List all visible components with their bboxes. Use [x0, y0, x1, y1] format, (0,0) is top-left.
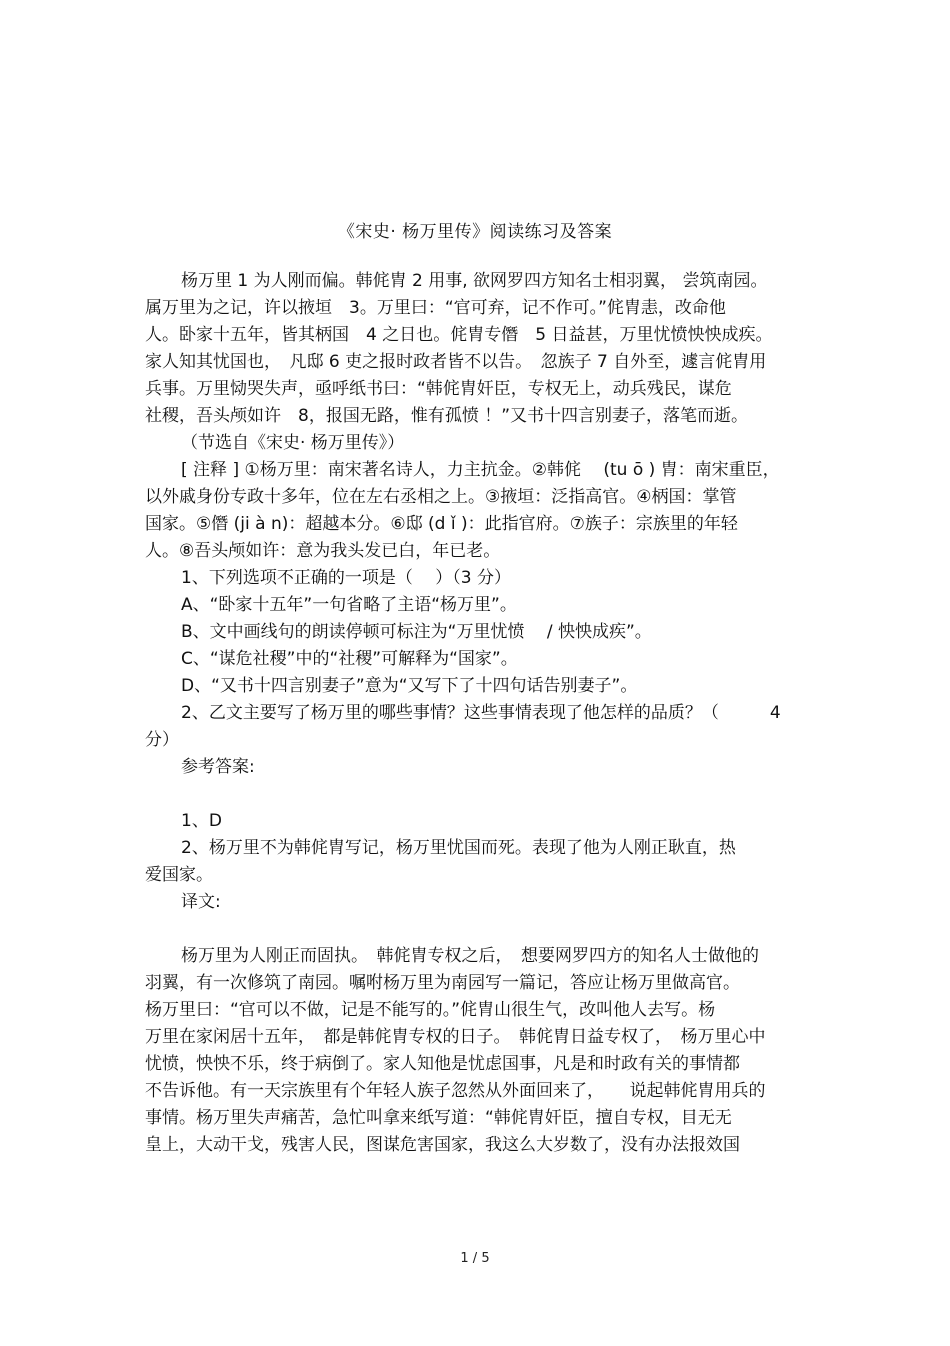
passage-line: 家人知其忧国也， 凡邸 6 吏之报时政者皆不以告。 忽族子 7 自外至，遽言侂胄用: [145, 352, 767, 372]
question-1-stem: 1、下列选项不正确的一项是（ ）（3 分）: [181, 568, 511, 588]
translation-line: 事情。杨万里失声痛苦，急忙叫拿来纸写道：“韩侂胄奸臣，擅自专权，目无无: [145, 1108, 732, 1128]
question-2-line: 分）: [145, 730, 179, 750]
translation-line: 杨万里曰：“官可以不做，记是不能写的。”侂胄山很生气，改叫他人去写。杨: [145, 1000, 716, 1020]
passage-line: 杨万里 1 为人刚而偏。韩侂胄 2 用事, 欲网罗四方知名士相羽翼， 尝筑南园。: [181, 271, 768, 291]
notes-line: [ 注释 ] ①杨万里：南宋著名诗人，力主抗金。②韩侂 (tu ō ) 胄：南宋重臣，: [181, 460, 780, 480]
notes-line: 以外戚身份专政十多年，位在左右丞相之上。③掖垣：泛指高官。④柄国：掌管: [145, 487, 737, 507]
translation-line: 杨万里为人刚正而固执。 韩侂胄专权之后， 想要网罗四方的知名人士做他的: [181, 946, 759, 966]
translation-line: 不告诉他。有一天宗族里有个年轻人族子忽然从外面回来了， 说起韩侂胄用兵的: [145, 1081, 766, 1101]
passage-line: 社稷，吾头颅如许 8，报国无路，惟有孤愤 ！”又书十四言别妻子，落笔而逝。: [145, 406, 749, 426]
answer-2-line: 2、杨万里不为韩侂胄写记，杨万里忧国而死。表现了他为人刚正耿直，热: [181, 838, 736, 858]
translation-line: 羽翼，有一次修筑了南园。嘱咐杨万里为南园写一篇记，答应让杨万里做高官。: [145, 973, 740, 993]
translation-line: 皇上，大动干戈，残害人民，图谋危害国家，我这么大岁数了，没有办法报效国: [145, 1135, 740, 1155]
translation-line: 忧愤，怏怏不乐，终于病倒了。家人知他是忧虑国事，凡是和时政有关的事情都: [145, 1054, 740, 1074]
document-body: [145, 268, 810, 1159]
question-1-option-d: D、“又书十四言别妻子”意为“又写下了十四句话告别妻子”。: [181, 676, 638, 696]
passage-line: 兵事。万里恸哭失声，亟呼纸书曰：“韩侂胄奸臣，专权无上，动兵残民，谋危: [145, 379, 732, 399]
notes-line: 国家。⑤僭 (ji à n)：超越本分。⑥邸 (d ǐ )：此指官府。⑦族子：宗族里的年轻: [145, 514, 738, 534]
passage-line: 属万里为之记，许以掖垣 3。万里曰：“官可弃，记不作可。”侂胄恚，改命他: [145, 298, 726, 318]
passage-line: 人。卧家十五年，皆其柄国 4 之日也。侂胄专僭 5 日益甚，万里忧愤怏怏成疾。: [145, 325, 773, 345]
translation-heading: 译文:: [181, 892, 221, 912]
source-citation: （节选自《宋史· 杨万里传》）: [181, 433, 405, 453]
notes-line: 人。⑧吾头颅如许：意为我头发已白，年已老。: [145, 541, 501, 561]
answer-1: 1、D: [181, 811, 222, 831]
answer-heading: 参考答案:: [181, 757, 255, 777]
question-1-option-a: A、“卧家十五年”一句省略了主语“杨万里”。: [181, 595, 517, 615]
blank-line: [145, 916, 810, 943]
question-2-line: 2、乙文主要写了杨万里的哪些事情？这些事情表现了他怎样的品质？（ 4: [181, 703, 781, 723]
question-1-option-c: C、“谋危社稷”中的“社稷”可解释为“国家”。: [181, 649, 518, 669]
page-number: 1 / 5: [460, 1251, 490, 1266]
translation-line: 万里在家闲居十五年， 都是韩侂胄专权的日子。 韩侂胄日益专权了， 杨万里心中: [145, 1027, 766, 1047]
blank-line: [145, 781, 810, 808]
document-title: 《宋史· 杨万里传》阅读练习及答案: [337, 222, 613, 242]
question-1-option-b: B、文中画线句的朗读停顿可标注为“万里忧愤 / 怏怏成疾”。: [181, 622, 652, 642]
answer-2-line: 爱国家。: [145, 865, 213, 885]
